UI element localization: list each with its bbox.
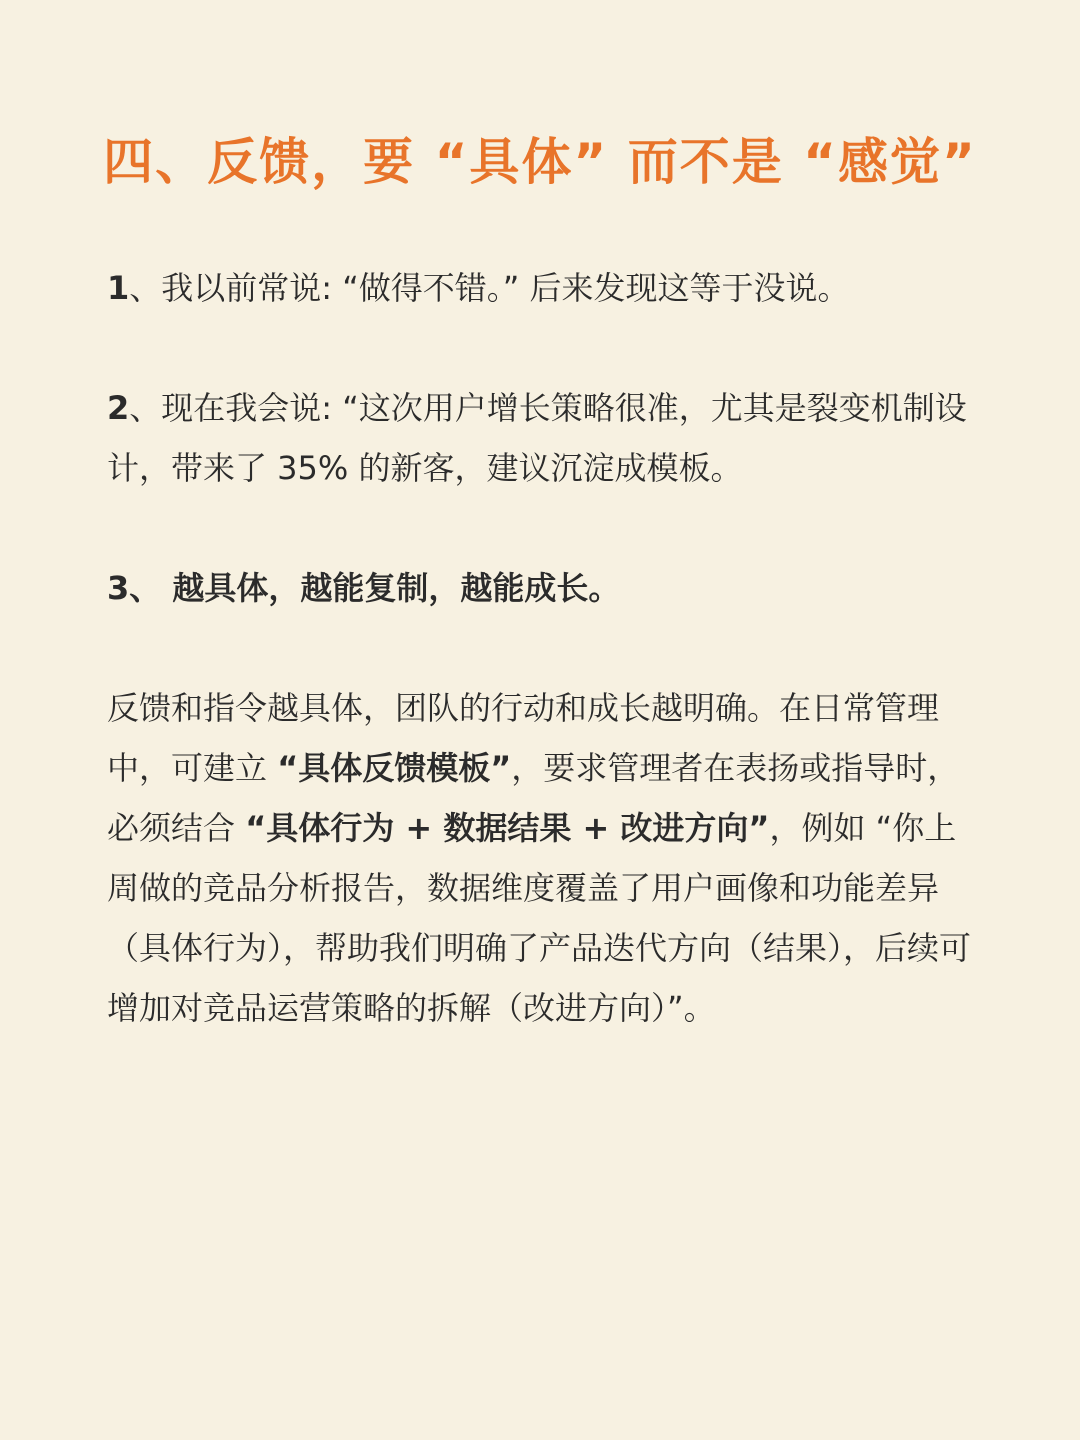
- item-number: 1: [107, 269, 130, 307]
- item-text: 、我以前常说: “做得不错。” 后来发现这等于没说。: [129, 269, 850, 307]
- item-text: 、现在我会说: “这次用户增长策略很准，尤其是裂变机制设计，带来了 35% 的新客，建议沉淀成模板。: [107, 389, 967, 487]
- summary-bold-2: “具体行为 + 数据结果 + 改进方向”: [245, 809, 770, 847]
- item-number: 2: [107, 389, 130, 427]
- summary-text-3: ，例如 “你上周做的竞品分析报告，数据维度覆盖了用户画像和功能差异（具体行为），帮助我们明确了产品迭代方向（结果），后续可增加对竞品运营策略的拆解（改进方向）”。: [107, 809, 972, 1027]
- summary-text-2: ，要求管理者在表扬或指导时，必须结合: [107, 749, 960, 847]
- list-item-3: [107, 558, 977, 618]
- summary-paragraph: [107, 678, 977, 1038]
- list-item-1: [107, 258, 977, 318]
- summary-bold-1: “具体反馈模板”: [277, 749, 512, 787]
- page-title: 四、反馈，要 “具体” 而不是 “感觉”: [103, 133, 977, 191]
- item-number: 3: [107, 569, 130, 607]
- summary-text-1: 反馈和指令越具体，团队的行动和成长越明确。在日常管理中，可建立: [107, 689, 940, 787]
- item-text: 、 越具体，越能复制，越能成长。: [129, 569, 621, 607]
- list-item-2: [107, 378, 977, 498]
